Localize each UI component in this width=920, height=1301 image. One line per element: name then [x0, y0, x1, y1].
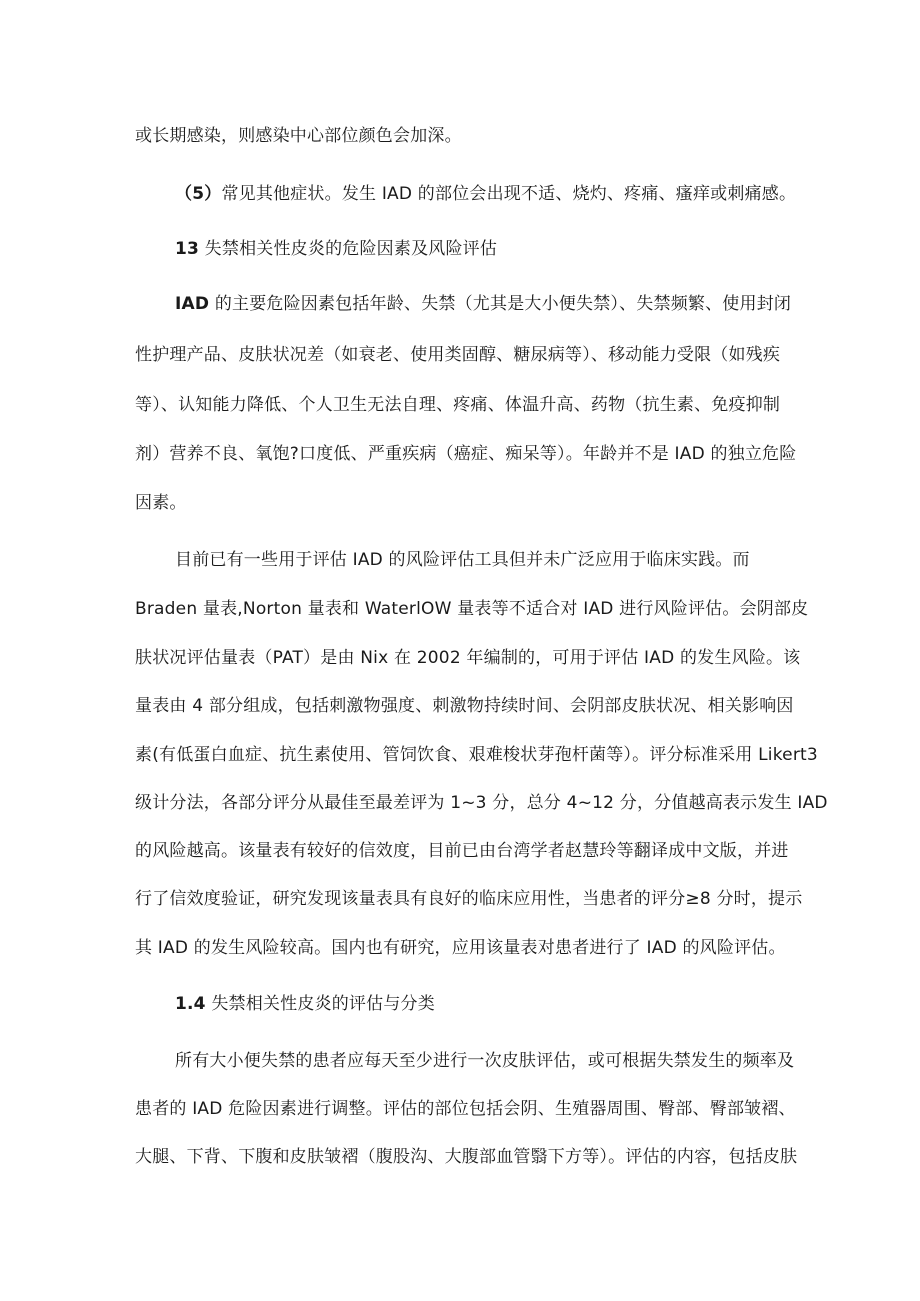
- list-item-number: （5）: [175, 184, 222, 204]
- section-number: 13: [175, 239, 200, 259]
- paragraph-2-line-7: 的风险越高。该量表有较好的信效度，目前已由台湾学者赵慧玲等翻译成中文版，并进: [135, 841, 789, 861]
- paragraph-2-line-1: 目前已有一些用于评估 IAD 的风险评估工具但并未广泛应用于临床实践。而: [175, 550, 750, 570]
- paragraph-1-line-4: 剂）营养不良、氧饱?口度低、严重疾病（癌症、痴呆等）。年龄并不是 IAD 的独立危险: [135, 444, 797, 464]
- paragraph-2-line-4: 量表由 4 部分组成，包括刺激物强度、刺激物持续时间、会阴部皮肤状况、相关影响因: [135, 696, 794, 716]
- section-title: 失禁相关性皮炎的评估与分类: [211, 994, 435, 1014]
- section-heading-1-3: [175, 238, 497, 260]
- paragraph-lead: IAD: [175, 294, 210, 314]
- paragraph-2-line-9: 其 IAD 的发生风险较高。国内也有研究，应用该量表对患者进行了 IAD 的风险评估。: [135, 938, 786, 958]
- paragraph-1-line-1: [175, 293, 791, 315]
- paragraph-3-line-3: 大腿、下背、下腹和皮肤皱褶（腹股沟、大腹部血管翳下方等）。评估的内容，包括皮肤: [135, 1147, 798, 1167]
- paragraph-2-line-2: Braden 量表,Norton 量表和 WaterlOW 量表等不适合对 IAD 进行风险评估。会阴部皮: [135, 599, 809, 619]
- paragraph-3-line-2: 患者的 IAD 危险因素进行调整。评估的部位包括会阴、生殖器周围、臀部、臀部皱褶、: [135, 1099, 796, 1119]
- paragraph-2-line-3: 肤状况评估量表（PAT）是由 Nix 在 2002 年编制的，可用于评估 IAD 的发生风险。该: [135, 648, 801, 668]
- paragraph-2-line-5: 素(有低蛋白血症、抗生素使用、管饲饮食、艰难梭状芽孢杆菌等）。评分标准采用 Likert3: [135, 745, 818, 765]
- list-item-5: [175, 183, 796, 205]
- paragraph-1-line-2: 性护理产品、皮肤状况差（如衰老、使用类固醇、糖尿病等）、移动能力受限（如残疾: [135, 345, 781, 365]
- section-title: 失禁相关性皮炎的危险因素及风险评估: [204, 239, 498, 259]
- paragraph-1-line-3: 等）、认知能力降低、个人卫生无法自理、疼痛、体温升高、药物（抗生素、免疫抑制: [135, 395, 781, 415]
- paragraph-2-line-6: 级计分法，各部分评分从最佳至最差评为 1~3 分，总分 4~12 分，分值越高表示发生 IAD: [135, 793, 828, 813]
- section-heading-1-4: [175, 993, 435, 1015]
- paragraph-1-text: 的主要危险因素包括年龄、失禁（尤其是大小便失禁）、失禁频繁、使用封闭: [214, 294, 792, 314]
- section-number: 1.4: [175, 994, 206, 1014]
- paragraph-1-line-5: 因素。: [135, 493, 187, 513]
- paragraph-2-line-8: 行了信效度验证，研究发现该量表具有良好的临床应用性，当患者的评分≥8 分时，提示: [135, 889, 803, 909]
- paragraph-3-line-1: 所有大小便失禁的患者应每天至少进行一次皮肤评估，或可根据失禁发生的频率及: [175, 1051, 795, 1071]
- intro-line: 或长期感染，则感染中心部位颜色会加深。: [135, 126, 462, 146]
- list-item-text: 常见其他症状。发生 IAD 的部位会出现不适、烧灼、疼痛、瘙痒或刺痛感。: [221, 184, 797, 204]
